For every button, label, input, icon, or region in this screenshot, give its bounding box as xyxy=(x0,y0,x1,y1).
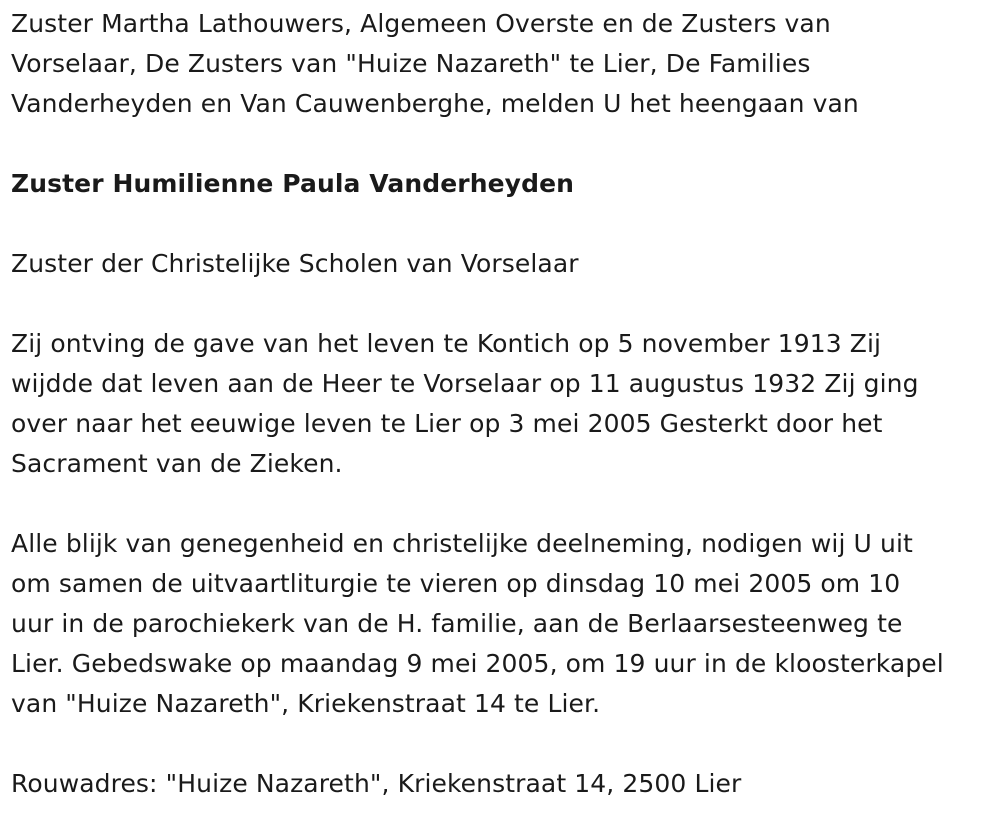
intro-line: Vanderheyden en Van Cauwenberghe, melden U het heengaan van xyxy=(11,89,859,118)
congregation-paragraph xyxy=(11,244,996,284)
deceased-name-paragraph xyxy=(11,164,996,204)
intro-paragraph xyxy=(11,4,996,124)
congregation-line: Zuster der Christelijke Scholen van Vorselaar xyxy=(11,249,579,278)
intro-line: Vorselaar, De Zusters van "Huize Nazareth" te Lier, De Families xyxy=(11,49,811,78)
invitation-line: uur in de parochiekerk van de H. familie, aan de Berlaarsesteenweg te xyxy=(11,609,903,638)
invitation-line: Lier. Gebedswake op maandag 9 mei 2005, om 19 uur in de kloosterkapel xyxy=(11,649,944,678)
life-line: Sacrament van de Zieken. xyxy=(11,449,343,478)
life-paragraph xyxy=(11,324,996,484)
spacer xyxy=(11,204,996,244)
invitation-line: van "Huize Nazareth", Kriekenstraat 14 te Lier. xyxy=(11,689,601,718)
life-line: Zij ontving de gave van het leven te Kontich op 5 november 1913 Zij xyxy=(11,329,882,358)
mourning-address: Rouwadres: "Huize Nazareth", Kriekenstraat 14, 2500 Lier xyxy=(11,769,742,798)
spacer xyxy=(11,124,996,164)
spacer xyxy=(11,484,996,524)
invitation-line: om samen de uitvaartliturgie te vieren op dinsdag 10 mei 2005 om 10 xyxy=(11,569,901,598)
death-announcement xyxy=(11,0,996,804)
invitation-line: Alle blijk van genegenheid en christelijke deelneming, nodigen wij U uit xyxy=(11,529,913,558)
life-line: wijdde dat leven aan de Heer te Vorselaar op 11 augustus 1932 Zij ging xyxy=(11,369,919,398)
deceased-name: Zuster Humilienne Paula Vanderheyden xyxy=(11,169,575,198)
spacer xyxy=(11,284,996,324)
invitation-paragraph xyxy=(11,524,996,724)
address-paragraph xyxy=(11,764,996,804)
intro-line: Zuster Martha Lathouwers, Algemeen Overste en de Zusters van xyxy=(11,9,831,38)
spacer xyxy=(11,724,996,764)
life-line: over naar het eeuwige leven te Lier op 3 mei 2005 Gesterkt door het xyxy=(11,409,883,438)
